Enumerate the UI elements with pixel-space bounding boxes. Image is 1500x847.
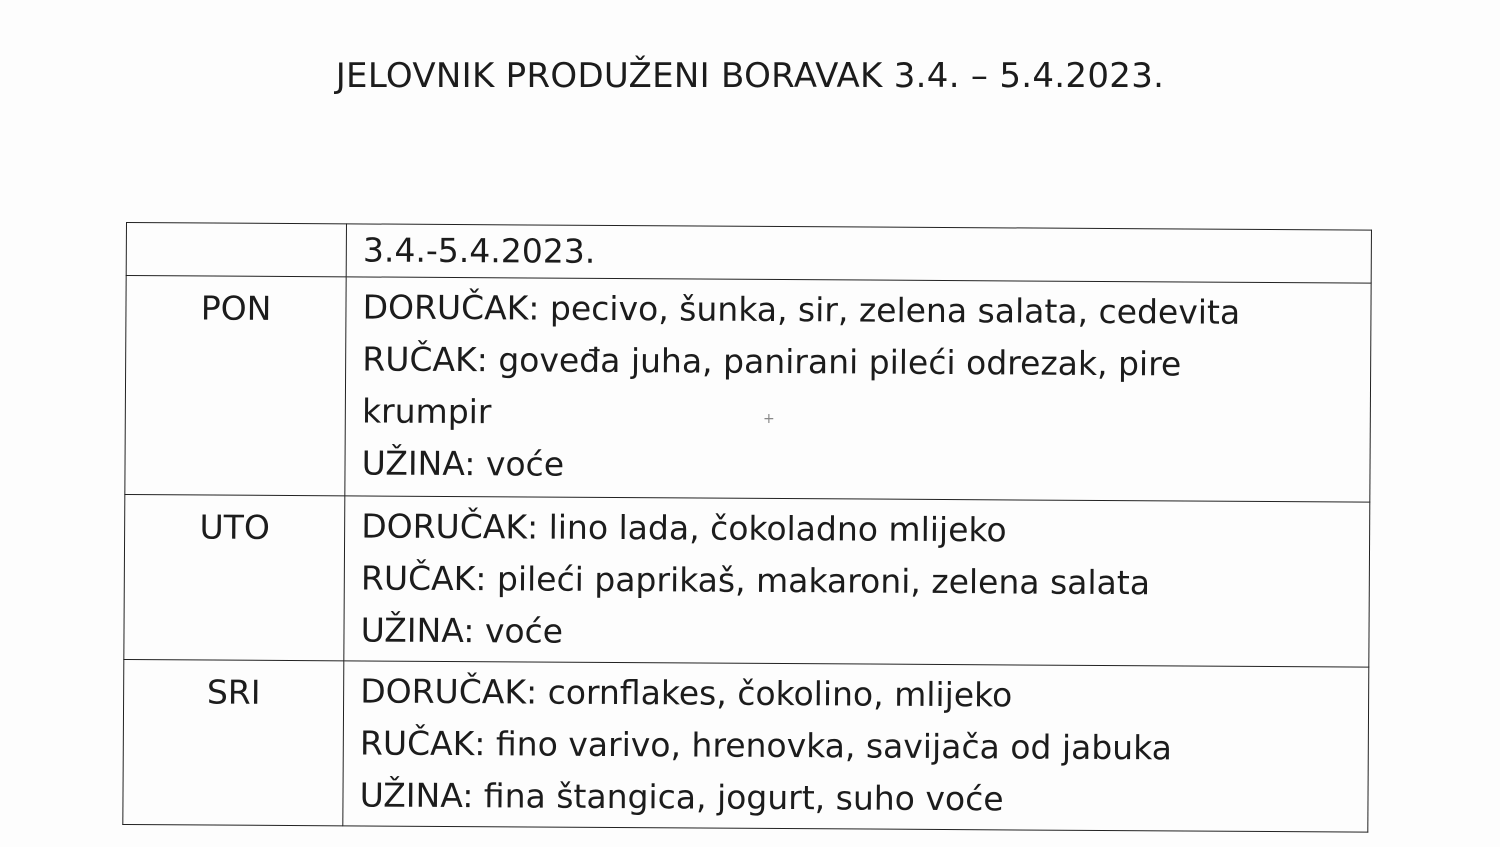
breakfast-line: DORUČAK: lino lada, čokoladno mlijeko — [361, 506, 1007, 550]
breakfast-line: DORUČAK: cornflakes, čokolino, mlijeko — [360, 671, 1013, 715]
breakfast-line: DORUČAK: pecivo, šunka, sir, zelena salata, cedevita — [362, 287, 1241, 332]
day-cell: UTO — [124, 494, 345, 660]
menu-cell — [343, 661, 1369, 832]
lunch-line: RUČAK: fino varivo, hrenovka, savijača od jabuka — [359, 723, 1173, 768]
table-row — [123, 659, 1369, 832]
table-row — [125, 276, 1371, 503]
snack-line: UŽINA: voće — [360, 610, 564, 651]
menu-table — [122, 222, 1372, 833]
scan-speck-mark: + — [763, 411, 775, 427]
header-day-cell — [126, 223, 346, 277]
snack-line: UŽINA: fina štangica, jogurt, suho voće — [359, 775, 1004, 819]
page-title: JELOVNIK PRODUŽENI BORAVAK 3.4. – 5.4.2023. — [335, 56, 1165, 96]
snack-line: UŽINA: voće — [361, 443, 565, 484]
table-row — [124, 494, 1370, 667]
table-header-row — [126, 223, 1371, 284]
lunch-line: RUČAK: goveđa juha, panirani pileći odrezak, pire krumpir — [361, 339, 1182, 432]
header-dates-cell: 3.4.-5.4.2023. — [346, 224, 1371, 283]
day-cell: PON — [125, 276, 347, 496]
day-cell: SRI — [123, 659, 344, 825]
menu-cell — [345, 277, 1371, 502]
lunch-line: RUČAK: pileći paprikaš, makaroni, zelena salata — [360, 558, 1151, 603]
menu-cell — [344, 496, 1370, 667]
